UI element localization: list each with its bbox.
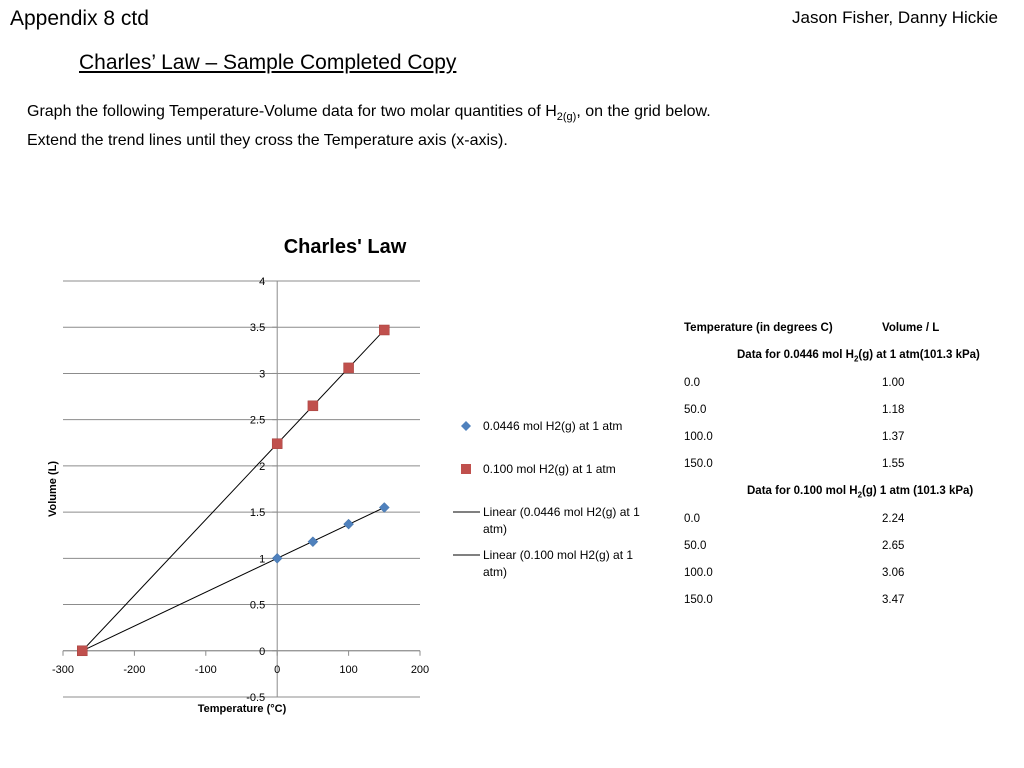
data-point-square [272, 439, 282, 449]
data-point-diamond [344, 519, 354, 529]
x-tick-label: 200 [410, 663, 430, 676]
cell-volume: 3.47 [882, 594, 905, 606]
cell-volume: 2.24 [882, 513, 905, 525]
y-tick-label: 3 [259, 368, 266, 381]
legend-marker-diamond [461, 421, 471, 431]
trendline [82, 330, 384, 651]
x-tick-label: 100 [339, 663, 358, 676]
legend-label-cont: atm) [483, 522, 507, 536]
authors-label: Jason Fisher, Danny Hickie [792, 8, 998, 27]
y-tick-label: 1.5 [249, 507, 266, 520]
section2-title [747, 485, 973, 499]
section1-title-sub: 2 [853, 354, 859, 364]
chart-legend [453, 419, 640, 579]
cell-temperature: 150.0 [684, 458, 713, 470]
y-tick-label: 2.5 [249, 414, 266, 427]
instructions-part1: Graph the following Temperature-Volume data for two molar quantities of H [27, 103, 557, 120]
y-tick-label: 2 [259, 460, 266, 473]
instructions-subscript: 2(g) [556, 111, 577, 124]
chart-title: Charles' Law [283, 236, 407, 258]
data-point-square [77, 646, 87, 656]
y-tick-label: 1 [259, 553, 266, 566]
cell-volume: 1.37 [882, 431, 905, 443]
section1-title-post: (g) at 1 atm(101.3 kPa) [858, 349, 980, 361]
y-axis-label: Volume (L) [47, 460, 59, 518]
data-point-square [344, 363, 354, 373]
y-tick-label: -0.5 [246, 692, 266, 704]
x-axis-label: Temperature (°C) [197, 703, 287, 715]
legend-label: 0.100 mol H2(g) at 1 atm [483, 462, 616, 476]
section2-title-post: (g) 1 atm (101.3 kPa) [862, 485, 974, 497]
cell-temperature: 100.0 [684, 567, 713, 579]
cell-temperature: 50.0 [684, 540, 707, 552]
cell-temperature: 50.0 [684, 404, 707, 416]
table-header-temperature: Temperature (in degrees C) [684, 322, 833, 334]
cell-volume: 2.65 [882, 540, 905, 552]
data-point-diamond [272, 553, 282, 563]
trendline [82, 507, 384, 650]
cell-temperature: 0.0 [684, 377, 700, 389]
cell-temperature: 150.0 [684, 594, 713, 606]
section1-title [737, 349, 980, 363]
legend-label: Linear (0.100 mol H2(g) at 1 [483, 548, 634, 562]
cell-volume: 1.18 [882, 404, 905, 416]
data-point-square [379, 325, 389, 335]
legend-marker-square [461, 464, 471, 474]
section2-title-pre: Data for 0.100 mol H [747, 485, 858, 497]
table-header-volume: Volume / L [882, 322, 940, 334]
cell-temperature: 0.0 [684, 513, 700, 525]
data-point-square [308, 401, 318, 411]
y-tick-label: 4 [259, 276, 266, 288]
y-tick-label: 0 [259, 645, 266, 658]
x-tick-label: -200 [123, 663, 146, 676]
cell-volume: 3.06 [882, 567, 905, 579]
x-tick-label: -100 [194, 663, 217, 676]
page-subtitle: Charles’ Law – Sample Completed Copy [79, 51, 457, 74]
tick-labels [52, 276, 429, 704]
cell-volume: 1.00 [882, 377, 905, 389]
section2-title-sub: 2 [857, 490, 863, 500]
instructions-part2: , on the grid below. Extend the trend lines until they cross the Temperature axis (x-axis). [27, 103, 711, 150]
legend-label-cont: atm) [483, 565, 507, 579]
data-point-diamond [379, 502, 389, 512]
legend-label: Linear (0.0446 mol H2(g) at 1 [483, 505, 640, 519]
y-tick-label: 0.5 [249, 599, 266, 612]
section1-title-pre: Data for 0.0446 mol H [737, 349, 854, 361]
x-tick-label: -300 [51, 663, 75, 676]
x-tick-label: 0 [274, 663, 281, 676]
cell-temperature: 100.0 [684, 431, 713, 443]
trendlines [82, 330, 384, 651]
data-point-diamond [308, 537, 318, 547]
legend-label: 0.0446 mol H2(g) at 1 atm [483, 419, 623, 433]
y-tick-label: 3.5 [249, 322, 266, 335]
cell-volume: 1.55 [882, 458, 905, 470]
appendix-label: Appendix 8 ctd [10, 7, 149, 30]
